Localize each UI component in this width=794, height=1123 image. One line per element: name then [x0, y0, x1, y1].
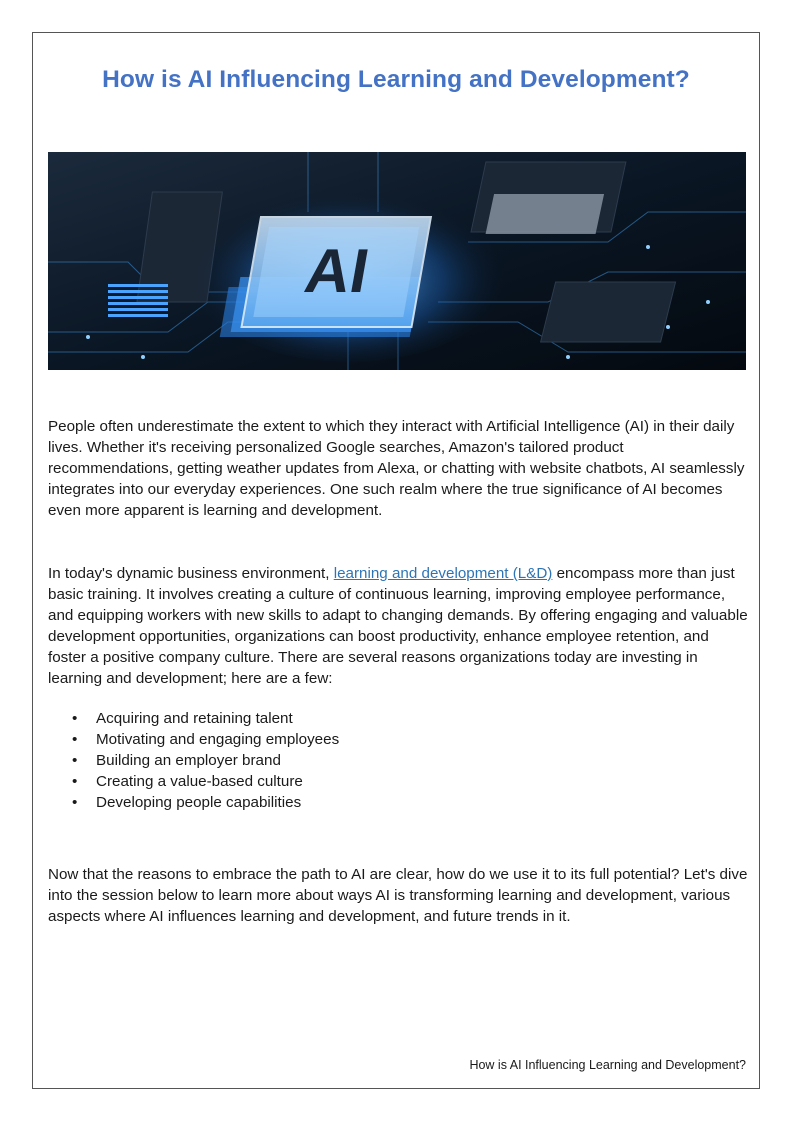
list-item-text: Motivating and engaging employees	[96, 731, 340, 748]
page-footer: How is AI Influencing Learning and Development?	[469, 1058, 746, 1072]
list-item	[48, 792, 339, 813]
hero-image	[48, 152, 746, 370]
bullet-icon: •	[72, 794, 78, 811]
reasons-list	[48, 708, 339, 813]
list-item-text: Creating a value-based culture	[96, 773, 303, 790]
intro-paragraph: People often underestimate the extent to which they interact with Artificial Intelligence (AI) in their daily lives. Whether it's receiving personalized Google searches, Amazon's tailored product recommendations, getting weather updates from Alexa, or chatting with website chatbots, AI seamlessly integrates into our everyday experiences. One such realm where the true significance of AI becomes even more apparent is learning and development.	[48, 418, 745, 519]
ld-link[interactable]: learning and development (L&D)	[333, 565, 553, 582]
bullet-icon: •	[72, 752, 78, 769]
list-item	[48, 729, 339, 750]
page-title: How is AI Influencing Learning and Development?	[102, 66, 690, 93]
bullet-icon: •	[72, 773, 78, 790]
list-item-text: Acquiring and retaining talent	[96, 710, 293, 727]
list-item	[48, 708, 339, 729]
closing-paragraph: Now that the reasons to embrace the path to AI are clear, how do we use it to its full potential? Let's dive into the session below to learn more about ways AI is transforming learning and development, various aspects where AI influences learning and development, and future trends in it.	[48, 866, 748, 925]
ld-paragraph	[48, 563, 748, 689]
list-item	[48, 771, 339, 792]
ld-paragraph-rest: encompass more than just basic training. It involves creating a culture of continuous learning, improving employee performance, and equipping workers with new skills to adapt to changing demands. By offering engaging and valuable development opportunities, organizations can boost productivity, enhance employee retention, and foster a positive company culture. There are several reasons organizations today are investing in learning and development; here are a few:	[48, 565, 748, 687]
list-item-text: Building an employer brand	[96, 752, 281, 769]
list-item	[48, 750, 339, 771]
bullet-icon: •	[72, 710, 78, 727]
ld-paragraph-lead: In today's dynamic business environment,	[48, 565, 334, 582]
chip-ai-label: AI	[299, 236, 375, 306]
bullet-icon: •	[72, 731, 78, 748]
list-item-text: Developing people capabilities	[96, 794, 302, 811]
